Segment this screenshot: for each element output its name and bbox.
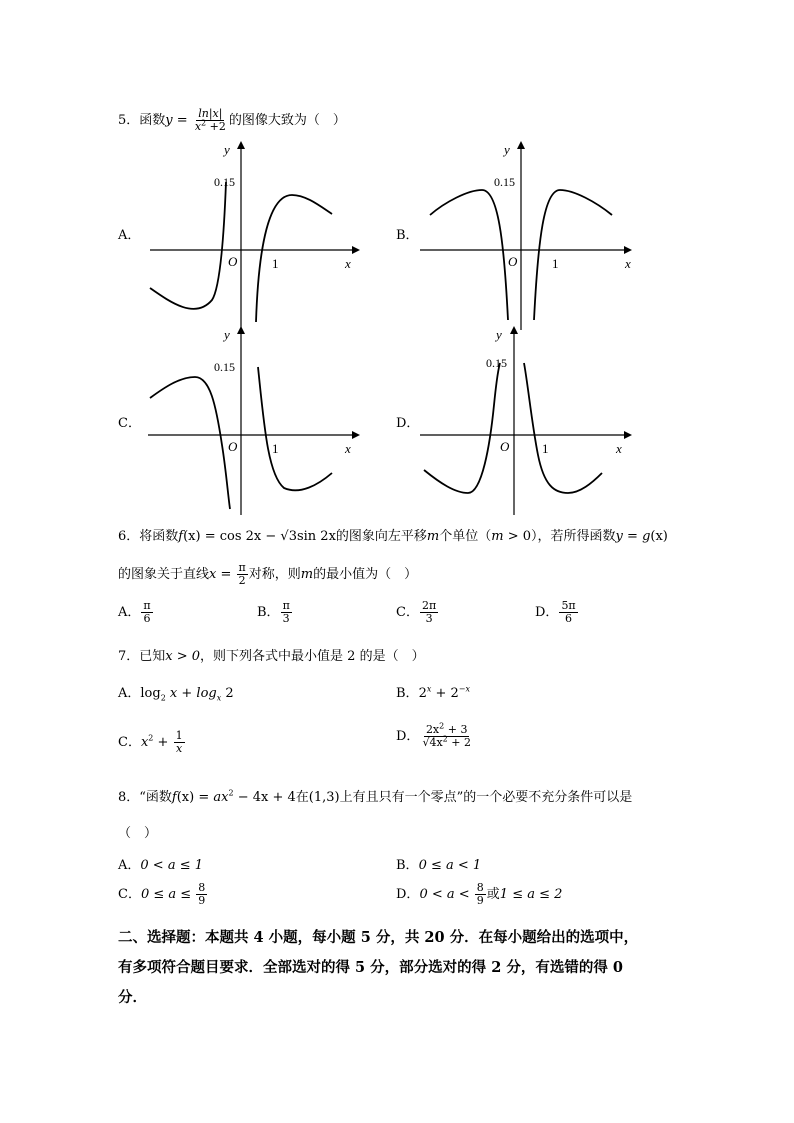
y-axis-arrow-icon <box>237 326 245 334</box>
option-fraction <box>420 721 473 749</box>
q8-interval: (1,3) <box>308 790 340 805</box>
option-fraction <box>281 600 292 625</box>
term-exp: 2 <box>148 733 154 743</box>
frac-num: π <box>143 599 151 612</box>
exp2: −x <box>458 684 471 694</box>
origin-label: O <box>500 439 510 454</box>
origin-label: O <box>228 439 238 454</box>
num-exp: 2 <box>439 721 445 731</box>
q5-prefix: 函数 <box>139 113 166 128</box>
q7-cond: x > 0 <box>165 649 201 664</box>
q7-option-c[interactable] <box>118 730 186 755</box>
frac-num: 8 <box>476 881 484 894</box>
x-tick-label: 1 <box>272 441 279 456</box>
option-label: D． <box>396 729 420 744</box>
q7-stem <box>118 645 425 664</box>
q8-option-b[interactable] <box>396 854 481 873</box>
option-text-a: 0 < a < <box>419 887 474 902</box>
q6-option-b[interactable] <box>257 600 293 625</box>
x-axis-label: x <box>616 441 622 456</box>
x-tick-label: 1 <box>552 256 559 271</box>
option-label: D． <box>535 605 559 620</box>
option-text-c: 1 ≤ a ≤ 2 <box>499 887 563 902</box>
q5-den-base: x <box>194 120 202 133</box>
curve-right <box>534 190 612 320</box>
den-a: √4x <box>422 736 443 749</box>
q5-y: y <box>165 113 173 128</box>
q6-option-c[interactable] <box>396 600 439 625</box>
q6-xparen2: (x) <box>650 529 668 544</box>
q5-fraction <box>193 108 228 133</box>
y-tick-label: 0.15 <box>214 360 235 374</box>
base2: + 2 <box>431 686 459 701</box>
x-axis-label: x <box>345 256 351 271</box>
term-x: x <box>140 735 149 750</box>
option-label: B． <box>396 858 419 873</box>
log1-base: 2 <box>160 693 166 703</box>
q6-pi-over-2 <box>237 562 248 587</box>
section2-line1: 二、选择题：本题共 4 小题，每小题 5 分，共 20 分．在每小题给出的选项中， <box>118 929 639 946</box>
option-label: A． <box>118 858 141 873</box>
q6-g: g <box>642 529 651 544</box>
frac-num: 8 <box>198 881 206 894</box>
q6-text-a: 6．将函数 <box>118 529 179 544</box>
q5-graph-c <box>140 325 360 515</box>
q6-m: m <box>426 529 440 544</box>
section2-line2: 有多项符合题目要求．全部选对的得 5 分，部分选对的得 2 分，有选错的得 0 <box>118 959 624 976</box>
q8-text-c: 上有且只有一个零点”的一个必要不充分条件可以是 <box>339 790 633 805</box>
q6-xparen: (x) <box>183 529 201 544</box>
q5-stem <box>118 108 346 133</box>
option-fraction <box>141 600 152 625</box>
option-label: A． <box>118 686 141 701</box>
option-fraction <box>475 882 486 907</box>
q5-option-d-label[interactable]: D． <box>396 416 420 431</box>
option-label: A． <box>118 605 141 620</box>
q5-option-b-label[interactable]: B． <box>396 228 419 243</box>
q8-exp: 2 <box>228 788 234 798</box>
x-axis-label: x <box>625 256 631 271</box>
curve-right <box>256 195 332 322</box>
option-label: C． <box>118 735 141 750</box>
q7-option-d[interactable] <box>396 721 474 749</box>
section2-line3: 分． <box>118 989 147 1006</box>
plus: + <box>153 735 173 750</box>
y-tick-label: 0.15 <box>486 356 507 370</box>
frac-den: 9 <box>198 894 206 907</box>
option-fraction <box>420 600 438 625</box>
curve-right <box>524 363 602 493</box>
q6-two: 2 <box>238 574 246 587</box>
y-axis-label: y <box>504 142 510 157</box>
option-fraction <box>559 600 577 625</box>
num-a: 2x <box>425 723 440 736</box>
option-label: C． <box>396 605 419 620</box>
q7-text-a: 7．已知 <box>118 649 166 664</box>
q6-text-b: 的图象向左平移 <box>335 529 427 544</box>
option-label: D． <box>396 887 420 902</box>
y-axis-arrow-icon <box>510 326 518 334</box>
q6-xeq: x = <box>209 567 236 582</box>
q6-eqg: = <box>622 529 643 544</box>
q5-suffix: 的图像大致为（ ） <box>228 113 346 128</box>
option-text: 0 ≤ a < 1 <box>418 858 482 873</box>
frac-num: π <box>282 599 290 612</box>
y-axis-label: y <box>496 327 502 342</box>
option-text: 0 ≤ a ≤ <box>140 887 196 902</box>
y-tick-label: 0.15 <box>494 175 515 189</box>
q5-den-rest: +2 <box>206 120 226 133</box>
q6-rhs2: sin 2x <box>296 529 336 544</box>
q5-graph-a <box>140 140 360 330</box>
den-b: + 2 <box>447 736 471 749</box>
frac-den: 6 <box>143 612 151 625</box>
q8-stem <box>118 786 632 805</box>
q6-text-c: 个单位（ <box>439 529 492 544</box>
q6-line2 <box>118 562 417 587</box>
q6-text-g: 的最小值为（ ） <box>313 567 418 582</box>
q8-option-d[interactable] <box>396 882 562 907</box>
curve-left <box>424 363 500 493</box>
option-fraction <box>196 882 207 907</box>
q6-option-d[interactable] <box>535 600 579 625</box>
x-axis-arrow-icon <box>352 431 360 439</box>
q5-number: 5． <box>118 113 140 128</box>
q6-m3: m <box>300 567 314 582</box>
x-axis-arrow-icon <box>624 246 632 254</box>
q6-f: f <box>178 529 184 544</box>
q6-line1 <box>118 525 668 544</box>
frac-num: 2π <box>421 599 437 612</box>
y-axis-label: y <box>224 142 230 157</box>
q8-text-a: 8．“函数 <box>118 790 172 805</box>
exp1: x <box>426 684 432 694</box>
frac-den <box>420 734 473 749</box>
q7-text-b: ，则下列各式中最小值是 2 的是（ ） <box>200 649 425 664</box>
q6-sqrt3: √3 <box>280 529 297 544</box>
q8-f: f <box>171 790 177 805</box>
q5-eq: = <box>172 113 192 128</box>
q5-den-exp: 2 <box>201 118 207 128</box>
frac-num: 1 <box>175 729 183 742</box>
base1: 2 <box>418 686 427 701</box>
q6-gt0: > 0 <box>503 529 532 544</box>
q6-pi: π <box>238 561 246 574</box>
q6-text-d: ），若所得函数 <box>531 529 616 544</box>
frac-den: 3 <box>282 612 290 625</box>
x-axis-arrow-icon <box>624 431 632 439</box>
log2-base: x <box>216 693 222 703</box>
q5-graph-b <box>420 140 640 330</box>
frac-den: 6 <box>565 612 573 625</box>
curve-right <box>258 367 332 490</box>
option-label: B． <box>257 605 280 620</box>
curve-left <box>150 182 226 309</box>
log-end: 2 <box>221 686 234 701</box>
option-or: 或 <box>486 887 500 902</box>
x-axis-label: x <box>345 441 351 456</box>
q8-eq: = ax <box>194 790 229 805</box>
frac-den: 9 <box>476 894 484 907</box>
q5-option-a-label[interactable]: A． <box>118 228 141 243</box>
origin-label: O <box>228 254 238 269</box>
frac-den: x <box>175 742 183 755</box>
q6-rhs: = cos 2x − <box>200 529 281 544</box>
q6-text-f: 对称，则 <box>248 567 301 582</box>
x-tick-label: 1 <box>542 441 549 456</box>
num-b: + 3 <box>444 723 468 736</box>
q8-paren: （ ） <box>118 826 158 841</box>
log-mid: x + log <box>165 686 217 701</box>
curve-left <box>150 377 230 509</box>
q7-option-a[interactable] <box>118 682 234 701</box>
x-tick-label: 1 <box>272 256 279 271</box>
y-axis-arrow-icon <box>237 141 245 149</box>
y-tick-label: 0.15 <box>214 175 235 189</box>
q8-text-b: 在 <box>295 790 309 805</box>
q6-y: y <box>615 529 623 544</box>
frac-den: 3 <box>425 612 433 625</box>
q5-option-c-label[interactable]: C． <box>118 416 141 431</box>
q7-option-b[interactable] <box>396 682 470 701</box>
y-axis-label: y <box>224 327 230 342</box>
q8-rest: − 4x + 4 <box>233 790 296 805</box>
option-text: 0 < a ≤ 1 <box>140 858 203 873</box>
option-fraction <box>174 730 185 755</box>
den-exp: 2 <box>442 734 448 744</box>
q6-option-a[interactable] <box>118 600 154 625</box>
q8-xp: (x) <box>176 790 195 805</box>
option-label: B． <box>396 686 419 701</box>
q5-frac-num: ln|x| <box>198 107 223 120</box>
origin-label: O <box>508 254 518 269</box>
log1: log <box>140 686 161 701</box>
q8-option-a[interactable] <box>118 854 203 873</box>
x-axis-arrow-icon <box>352 246 360 254</box>
q5-graph-d <box>420 325 640 515</box>
q6-text-e: 的图象关于直线 <box>118 567 210 582</box>
curve-left <box>430 190 508 320</box>
q8-option-c[interactable] <box>118 882 208 907</box>
q6-m2: m <box>491 529 504 544</box>
option-label: C． <box>118 887 141 902</box>
y-axis-arrow-icon <box>517 141 525 149</box>
frac-num: 5π <box>561 599 576 612</box>
q5-frac-den <box>193 118 228 133</box>
